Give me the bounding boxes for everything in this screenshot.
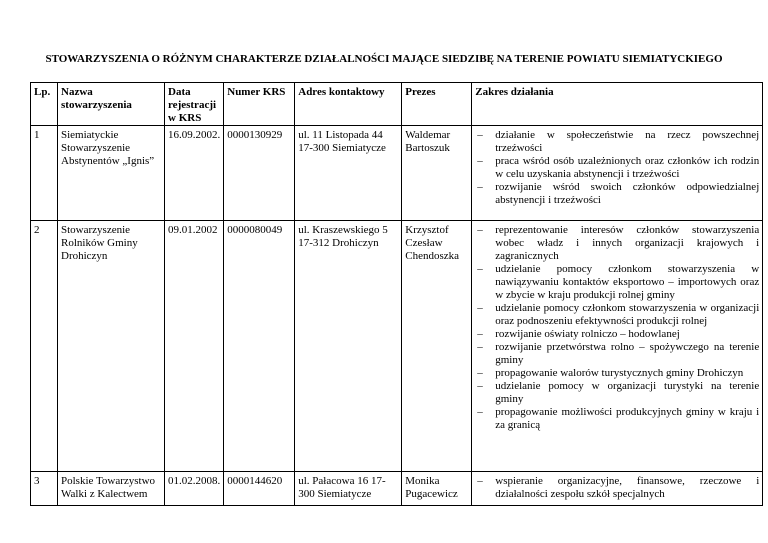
cell-president: Monika Pugacewicz — [402, 472, 472, 506]
scope-list — [475, 475, 759, 501]
header-president: Prezes — [402, 83, 472, 126]
cell-scope — [472, 472, 763, 506]
header-scope: Zakres działania — [472, 83, 763, 126]
scope-item: – praca wśród osób uzależnionych oraz członków ich rodzin w celu uzyskania abstynencji i trzeźwości — [495, 155, 759, 181]
scope-item: – rozwijanie wśród swoich członków odpowiedzialnej abstynencji i trzeźwości — [495, 181, 759, 207]
table-row — [31, 221, 763, 472]
scope-list — [475, 129, 759, 207]
scope-item: – wspieranie organizacyjne, finansowe, rzeczowe i działalności zespołu szkół specjalnych — [495, 475, 759, 501]
document-title: STOWARZYSZENIA O RÓŻNYM CHARAKTERZE DZIAŁALNOŚCI MAJĄCE SIEDZIBĘ NA TERENIE POWIATU SIEMIATYCKIEGO — [45, 53, 723, 65]
header-date: Data rejestracji w KRS — [165, 83, 224, 126]
cell-date: 01.02.2008. — [165, 472, 224, 506]
cell-lp: 3 — [31, 472, 58, 506]
scope-item: – propagowanie walorów turystycznych gminy Drohiczyn — [495, 367, 759, 380]
cell-krs: 0000080049 — [224, 221, 295, 472]
table-row — [31, 472, 763, 506]
header-name: Nazwa stowarzyszenia — [58, 83, 165, 126]
cell-scope — [472, 126, 763, 221]
cell-krs: 0000144620 — [224, 472, 295, 506]
cell-president: Krzysztof Czesław Chendoszka — [402, 221, 472, 472]
scope-item: – rozwijanie przetwórstwa rolno – spożywczego na terenie gminy — [495, 341, 759, 367]
cell-president: Waldemar Bartoszuk — [402, 126, 472, 221]
header-address: Adres kontaktowy — [295, 83, 402, 126]
scope-item: – propagowanie możliwości produkcyjnych gminy w kraju i za granicą — [495, 406, 759, 432]
scope-item: – udzielanie pomocy członkom stowarzyszenia w organizacji oraz podnoszeniu efektywności produkcji rolnej — [495, 302, 759, 328]
scope-item: – działanie w społeczeństwie na rzecz powszechnej trzeźwości — [495, 129, 759, 155]
table-row — [31, 126, 763, 221]
associations-table — [30, 82, 763, 506]
cell-name: Stowarzyszenie Rolników Gminy Drohiczyn — [58, 221, 165, 472]
cell-date: 09.01.2002 — [165, 221, 224, 472]
scope-item: – reprezentowanie interesów członków stowarzyszenia wobec władz i innych organizacji krajowych i zagranicznych — [495, 224, 759, 263]
header-lp: Lp. — [31, 83, 58, 126]
cell-krs: 0000130929 — [224, 126, 295, 221]
cell-scope — [472, 221, 763, 472]
cell-lp: 2 — [31, 221, 58, 472]
cell-address: ul. 11 Listopada 44 17-300 Siemiatycze — [295, 126, 402, 221]
cell-lp: 1 — [31, 126, 58, 221]
scope-item: – rozwijanie oświaty rolniczo – hodowlanej — [495, 328, 759, 341]
header-krs: Numer KRS — [224, 83, 295, 126]
scope-item: – udzielanie pomocy członkom stowarzyszenia w nawiązywaniu kontaktów eksportowo – importowych oraz w zbycie w kraju produkcji rolnej gminy — [495, 263, 759, 302]
cell-date: 16.09.2002. — [165, 126, 224, 221]
cell-name: Polskie Towarzystwo Walki z Kalectwem — [58, 472, 165, 506]
cell-address: ul. Kraszewskiego 5 17-312 Drohiczyn — [295, 221, 402, 472]
scope-item: – udzielanie pomocy w organizacji turystyki na terenie gminy — [495, 380, 759, 406]
cell-address: ul. Pałacowa 16 17-300 Siemiatycze — [295, 472, 402, 506]
cell-name: Siemiatyckie Stowarzyszenie Abstynentów „Ignis” — [58, 126, 165, 221]
table-header-row — [31, 83, 763, 126]
scope-list — [475, 224, 759, 432]
